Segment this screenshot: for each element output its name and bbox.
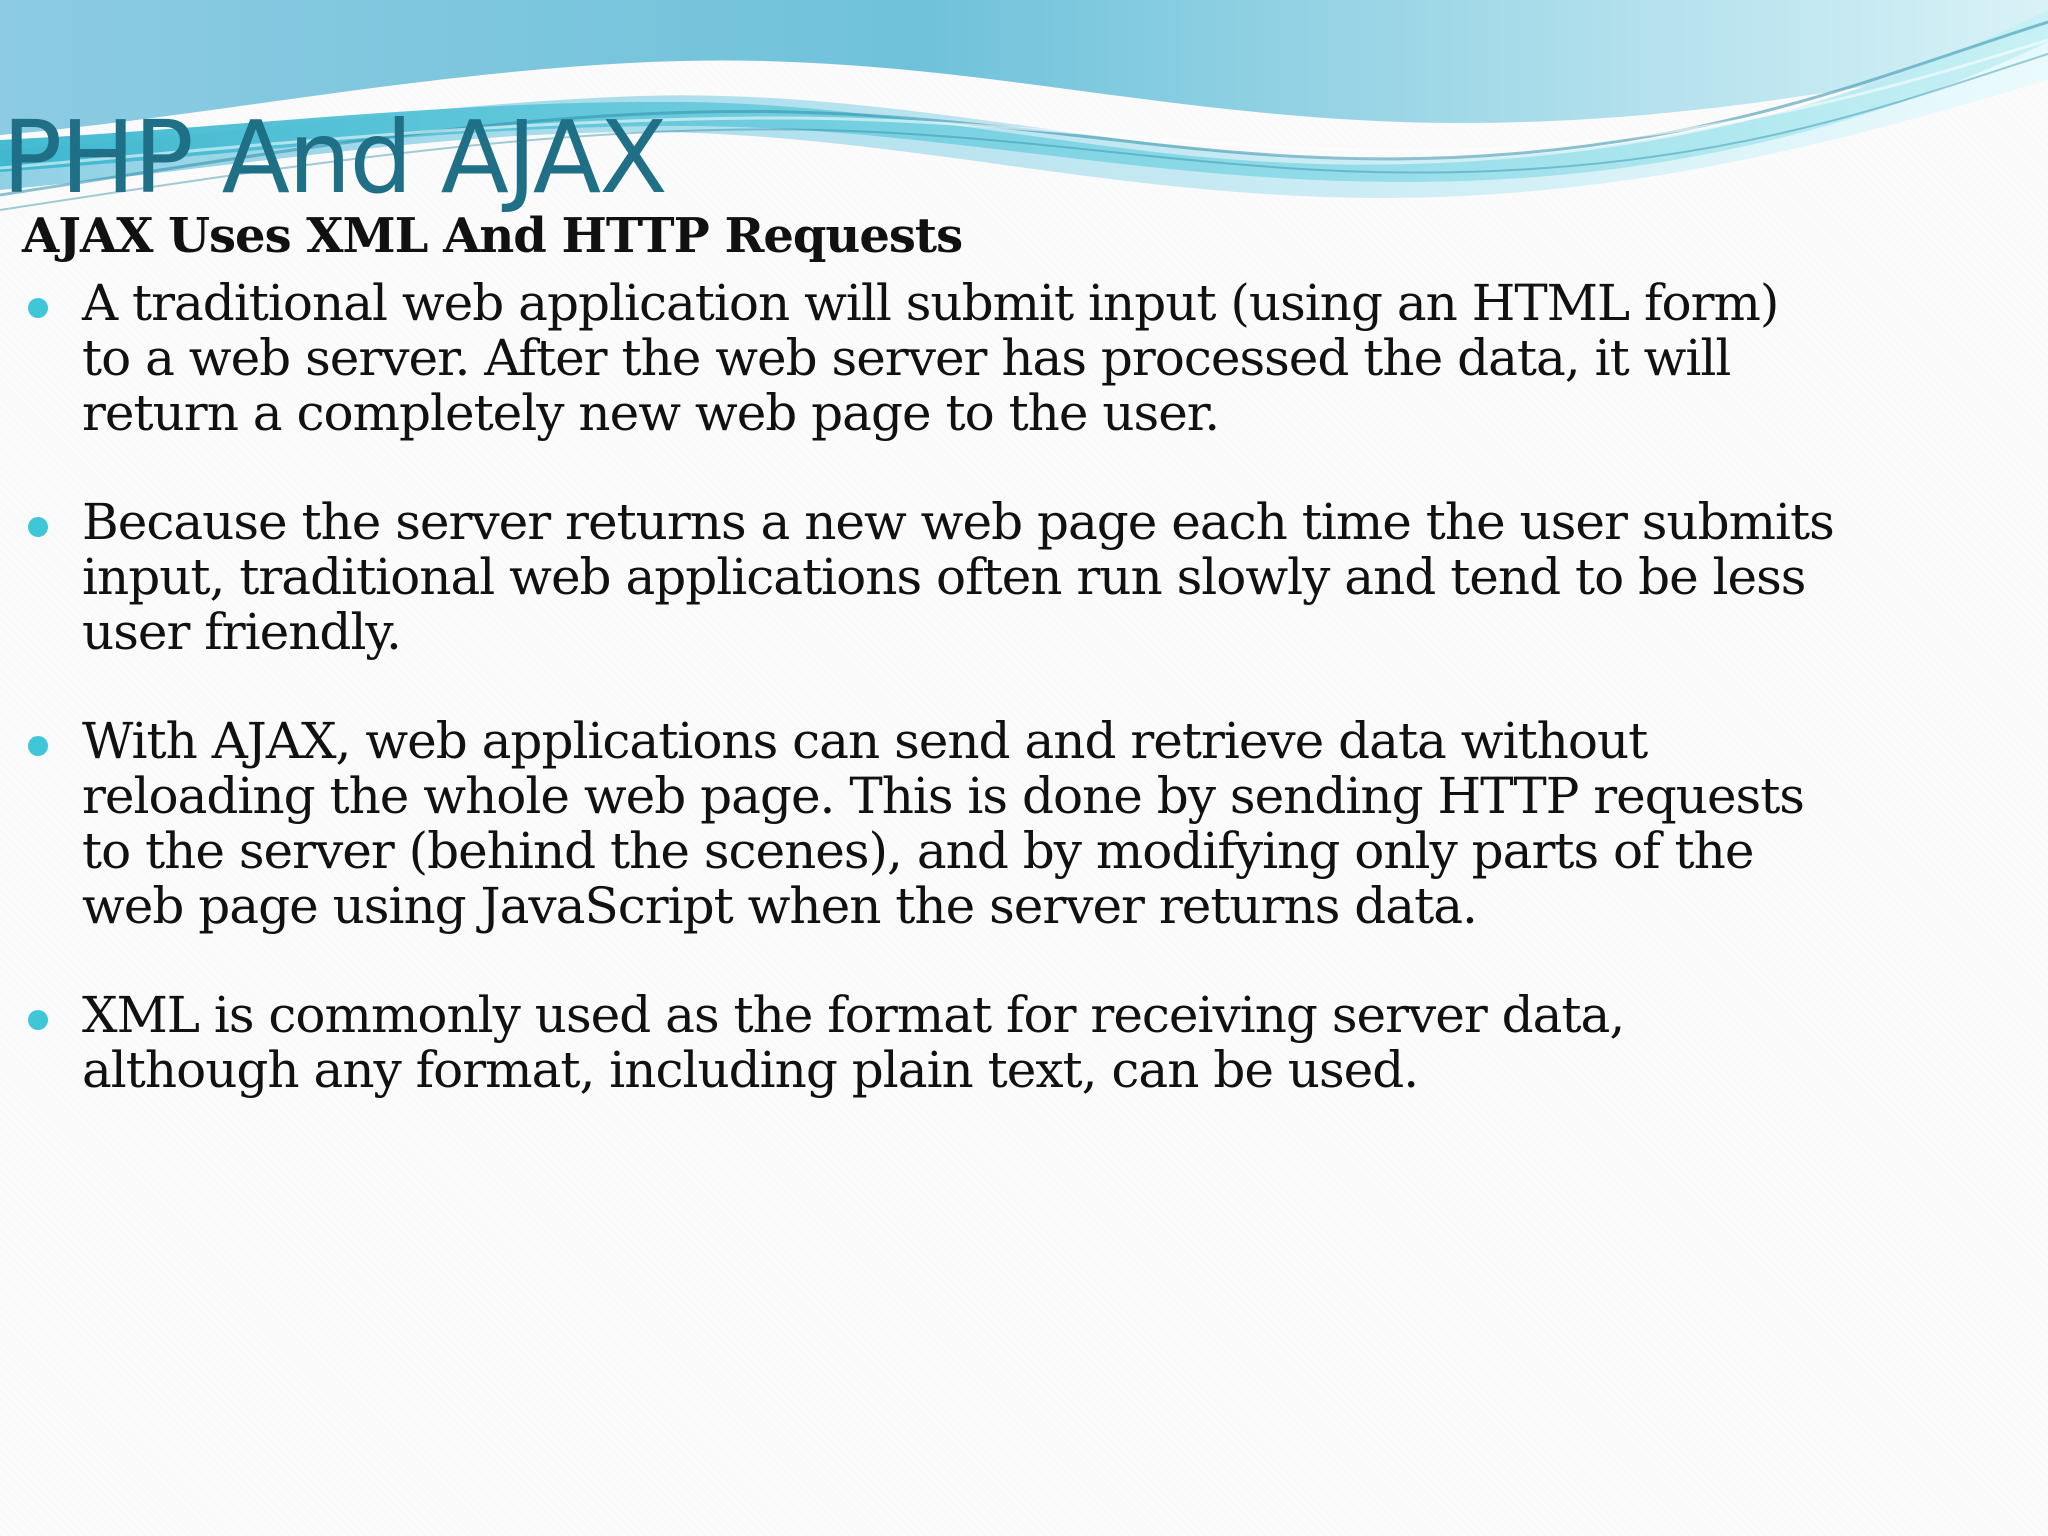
slide-title: PHP And AJAX: [2, 99, 666, 216]
bullet-icon: [28, 736, 48, 756]
slide-subtitle: AJAX Uses XML And HTTP Requests: [22, 208, 963, 264]
bullet-text: Because the server returns a new web page each time the user submits input, traditional web applications often run slowly and tend to be less user friendly.: [82, 493, 1834, 661]
bullet-icon: [28, 298, 48, 318]
bullet-text: XML is commonly used as the format for receiving server data, although any format, including plain text, can be used.: [82, 986, 1625, 1099]
bullet-item: [0, 495, 1840, 660]
bullet-item: [0, 988, 1840, 1098]
bullet-list: [0, 276, 1840, 1152]
bullet-item: [0, 276, 1840, 441]
bullet-icon: [28, 1010, 48, 1030]
bullet-text: A traditional web application will submit input (using an HTML form) to a web server. After the web server has processed the data, it will return a completely new web page to the user.: [82, 274, 1779, 442]
bullet-text: With AJAX, web applications can send and retrieve data without reloading the whole web page. This is done by sending HTTP requests to the server (behind the scenes), and by modifying only parts of the web page using JavaScript when the server returns data.: [82, 712, 1804, 935]
bullet-item: [0, 714, 1840, 934]
bullet-icon: [28, 517, 48, 537]
